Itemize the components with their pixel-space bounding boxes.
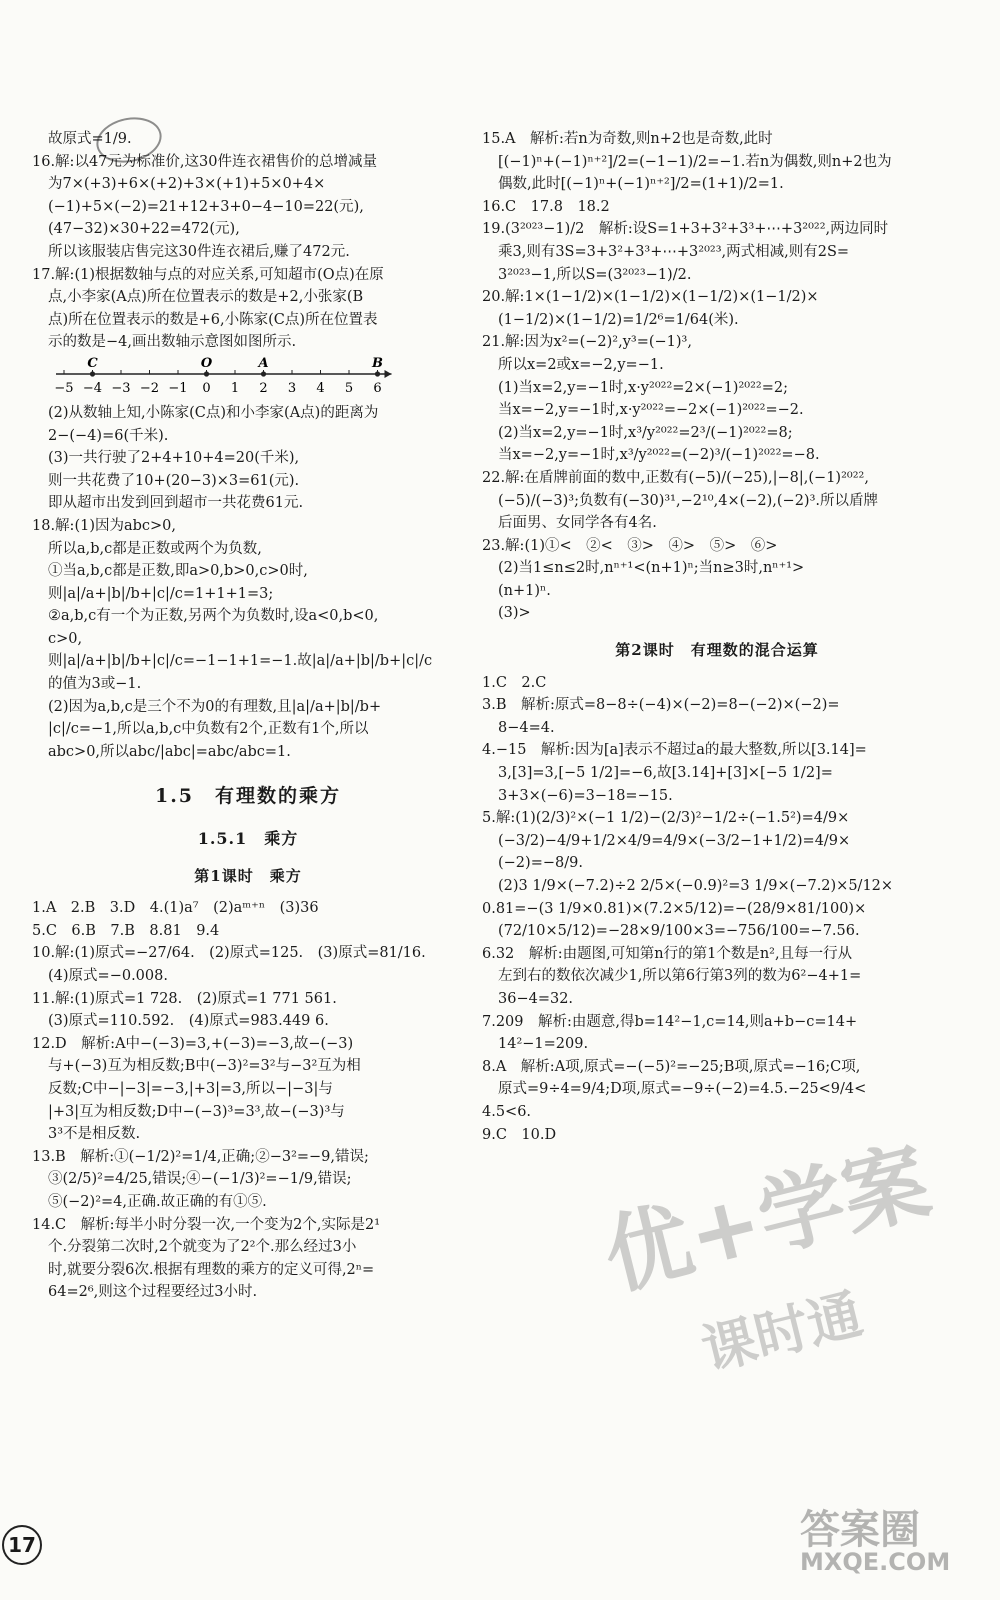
text-line: (4)原式=−0.008. bbox=[48, 968, 168, 984]
point-marker bbox=[375, 371, 380, 376]
text-line: (−3/2)−4/9+1/2×4/9=4/9×(−3/2−1+1/2)=4/9× bbox=[498, 832, 851, 849]
text-line: |+3|互为相反数;D中−(−3)³=3³,故−(−3)³与 bbox=[48, 1103, 345, 1120]
text-line: (2)因为a,b,c是三个不为0的有理数,且|a|/a+|b|/b+ bbox=[48, 698, 382, 715]
text-line: 36−4=32. bbox=[498, 990, 574, 1007]
tick-label: −2 bbox=[139, 380, 160, 396]
subsection-title: 1.5.1 乘方 bbox=[197, 829, 299, 849]
text-line: (2)3 1/9×(−7.2)÷2 2/5×(−0.9)²=3 1/9×(−7.2)×5/12× bbox=[498, 878, 894, 894]
point-label: O bbox=[200, 355, 213, 371]
point-marker bbox=[204, 371, 209, 376]
text-line: (1−1/2)×(1−1/2)=1/2⁶=1/64(米). bbox=[498, 311, 739, 328]
text-line: 5.解:(1)(2/3)²×(−1 1/2)−(2/3)²−1/2÷(−1.5²)=4/9× bbox=[482, 810, 850, 827]
text-line: 当x=−2,y=−1时,x³/y²⁰²²=(−2)³/(−1)²⁰²²=−8. bbox=[498, 447, 820, 464]
section-title: 1.5 有理数的乘方 bbox=[154, 785, 342, 808]
tick-label: 2 bbox=[259, 380, 268, 396]
text-line: 原式=9÷4=9/4;D项,原式=−9÷(−2)=4.5.−25<9/4< bbox=[498, 1081, 867, 1098]
tick-label: 0 bbox=[202, 380, 211, 396]
point-label: B bbox=[372, 355, 383, 371]
text-line: 14.C 解析:每半小时分裂一次,一个变为2个,实际是2¹ bbox=[32, 1216, 381, 1233]
text-line: 15.A 解析:若n为奇数,则n+2也是奇数,此时 bbox=[482, 131, 773, 147]
text-line: 3.B 解析:原式=8−8÷(−4)×(−2)=8−(−2)×(−2)= bbox=[482, 697, 840, 714]
text-line: 12.D 解析:A中−(−3)=3,+(−3)=−3,故−(−3) bbox=[32, 1035, 354, 1052]
text-line: 则一共花费了10+(20−3)×3=61(元). bbox=[48, 472, 300, 489]
text-line: 17.解:(1)根据数轴与点的对应关系,可知超市(O点)在原 bbox=[32, 266, 384, 283]
text-line: 7.209 解析:由题意,得b=14²−1,c=14,则a+b−c=14+ bbox=[482, 1013, 858, 1030]
point-marker bbox=[90, 371, 95, 376]
text-line: (−1)+5×(−2)=21+12+3+0−4−10=22(元), bbox=[48, 198, 364, 215]
point-label: A bbox=[258, 355, 269, 371]
text-line: 23.解:(1)①< ②< ③> ④> ⑤> ⑥> bbox=[482, 537, 778, 554]
tick-label: −5 bbox=[54, 380, 74, 396]
left-block-c bbox=[32, 897, 464, 1304]
text-line: 4.5<6. bbox=[482, 1103, 532, 1120]
text-line: |c|/c=−1,所以a,b,c中负数有2个,正数有1个,所以 bbox=[48, 721, 369, 738]
text-line: 14²−1=209. bbox=[498, 1036, 589, 1053]
text-line: abc>0,所以abc/|abc|=abc/abc=1. bbox=[48, 743, 291, 760]
text-line: 所以x=2或x=−2,y=−1. bbox=[498, 356, 664, 373]
number-line-diagram bbox=[52, 356, 412, 402]
text-line: ①当a,b,c都是正数,即a>0,b>0,c>0时, bbox=[48, 563, 308, 580]
text-line: 即从超市出发到回到超市一共花费61元. bbox=[48, 495, 304, 512]
text-line: 3,[3]=3,[−5 1/2]=−6,故[3.14]+[3]×[−5 1/2]= bbox=[498, 765, 833, 782]
lesson1-title: 第1课时 乘方 bbox=[194, 866, 302, 885]
point-label: C bbox=[87, 355, 98, 371]
text-line: 10.解:(1)原式=−27/64. (2)原式=125. (3)原式=81/16. bbox=[32, 945, 426, 962]
text-line: 的值为3或−1. bbox=[48, 676, 142, 693]
text-line: 反数;C中−|−3|=−3,|+3|=3,所以−|−3|与 bbox=[48, 1080, 333, 1097]
text-line: 所以该服装店售完这30件连衣裙后,赚了472元. bbox=[48, 243, 350, 260]
point-marker bbox=[261, 371, 266, 376]
tick-label: 3 bbox=[287, 380, 297, 396]
text-line: 当x=−2,y=−1时,x·y²⁰²²=−2×(−1)²⁰²²=−2. bbox=[498, 402, 804, 419]
text-line: 1.C 2.C bbox=[482, 674, 547, 691]
text-line: (3)> bbox=[498, 605, 531, 622]
text-line: 4.−15 解析:因为[a]表示不超过a的最大整数,所以[3.14]= bbox=[482, 742, 867, 759]
left-block-b bbox=[32, 402, 464, 764]
text-line: 16.C 17.8 18.2 bbox=[482, 198, 610, 215]
text-line: 时,就要分裂6次.根据有理数的乘方的定义可得,2ⁿ= bbox=[48, 1261, 375, 1278]
text-line: 5.C 6.B 7.B 8.81 9.4 bbox=[32, 922, 220, 939]
left-block-a bbox=[32, 128, 464, 354]
text-line: (2)当x=2,y=−1时,x³/y²⁰²²=2³/(−1)²⁰²²=8; bbox=[498, 424, 793, 441]
text-line: 11.解:(1)原式=1 728. (2)原式=1 771 561. bbox=[32, 990, 337, 1007]
text-line: (2)当1≤n≤2时,nⁿ⁺¹<(n+1)ⁿ;当n≥3时,nⁿ⁺¹> bbox=[498, 560, 805, 577]
right-block-b bbox=[482, 672, 952, 1146]
text-line: 个.分裂第二次时,2个就变为了2²个.那么经过3小 bbox=[48, 1239, 357, 1256]
text-line: 6.32 解析:由题图,可知第n行的第1个数是n²,且每一行从 bbox=[482, 945, 853, 962]
text-line: 2−(−4)=6(千米). bbox=[48, 427, 169, 444]
text-line: 示的数是−4,画出数轴示意图如图所示. bbox=[48, 334, 297, 351]
text-line: (47−32)×30+22=472(元), bbox=[48, 221, 240, 238]
text-line: 左到右的数依次减少1,所以第6行第3列的数为6²−4+1= bbox=[498, 968, 862, 985]
text-line: 22.解:在盾牌前面的数中,正数有(−5)/(−25),|−8|,(−1)²⁰²², bbox=[482, 469, 869, 486]
text-line: ②a,b,c有一个为正数,另两个为负数时,设a<0,b<0, bbox=[48, 608, 379, 625]
text-line: 则|a|/a+|b|/b+|c|/c=1+1+1=3; bbox=[48, 585, 274, 602]
text-line: (2)从数轴上知,小陈家(C点)和小李家(A点)的距离为 bbox=[48, 404, 379, 421]
tick-label: 1 bbox=[230, 380, 240, 396]
right-column bbox=[482, 128, 952, 1146]
tick-label: −3 bbox=[111, 380, 131, 396]
text-line: 3³不是相反数. bbox=[48, 1126, 141, 1143]
text-line: 3+3×(−6)=3−18=−15. bbox=[498, 787, 673, 804]
text-line: (1)当x=2,y=−1时,x·y²⁰²²=2×(−1)²⁰²²=2; bbox=[498, 379, 788, 396]
text-line: 1.A 2.B 3.D 4.(1)a⁷ (2)aᵐ⁺ⁿ (3)36 bbox=[32, 900, 319, 917]
tick-label: −4 bbox=[82, 380, 103, 396]
text-line: [(−1)ⁿ+(−1)ⁿ⁺²]/2=(−1−1)/2=−1.若n为偶数,则n+2也为 bbox=[498, 153, 892, 170]
text-line: 乘3,则有3S=3+3²+3³+⋯+3²⁰²³,两式相减,则有2S= bbox=[498, 243, 850, 260]
text-line: 点,小李家(A点)所在位置表示的数是+2,小张家(B bbox=[48, 289, 364, 306]
text-line: 9.C 10.D bbox=[482, 1126, 557, 1143]
text-line: 3²⁰²³−1,所以S=(3²⁰²³−1)/2. bbox=[498, 266, 692, 283]
text-line: (72/10×5/12)=−28×9/100×3=−756/100=−7.56. bbox=[498, 923, 860, 940]
text-line: ③(2/5)²=4/25,错误;④−(−1/3)²=−1/9,错误; bbox=[48, 1171, 352, 1188]
text-line: ⑤(−2)²=4,正确.故正确的有①⑤. bbox=[48, 1193, 267, 1210]
arrow-icon bbox=[385, 370, 392, 378]
site-url-watermark: MXQE.COM bbox=[800, 1548, 951, 1576]
page-number: 17 bbox=[2, 1525, 42, 1565]
site-watermark: 答案圈 bbox=[800, 1507, 920, 1553]
brand-watermark: 优+学案 bbox=[594, 1131, 940, 1309]
text-line: 与+(−3)互为相反数;B中(−3)²=3²与−3²互为相 bbox=[48, 1058, 361, 1075]
text-line: 64=2⁶,则这个过程要经过3小时. bbox=[48, 1284, 258, 1301]
text-line: 故原式=1/9. bbox=[48, 131, 132, 147]
text-line: (3)一共行驶了2+4+10+4=20(千米), bbox=[48, 450, 300, 467]
tick-label: 5 bbox=[344, 380, 354, 396]
text-line: 21.解:因为x²=(−2)²,y³=(−1)³, bbox=[482, 334, 692, 351]
text-line: 20.解:1×(1−1/2)×(1−1/2)×(1−1/2)×(1−1/2)× bbox=[482, 289, 819, 306]
number-line-svg bbox=[52, 356, 412, 402]
text-line: 后面男、女同学各有4名. bbox=[498, 515, 657, 532]
text-line: 8.A 解析:A项,原式=−(−5)²=−25;B项,原式=−16;C项, bbox=[482, 1058, 861, 1075]
left-column bbox=[32, 128, 464, 1304]
text-line: 所以a,b,c都是正数或两个为负数, bbox=[48, 540, 262, 557]
right-block-a bbox=[482, 128, 952, 625]
text-line: 8−4=4. bbox=[498, 719, 555, 736]
brand-sub-watermark: 课时通 bbox=[695, 1282, 869, 1383]
text-line: (n+1)ⁿ. bbox=[498, 582, 551, 599]
text-line: c>0, bbox=[48, 630, 83, 647]
text-line: 18.解:(1)因为abc>0, bbox=[32, 517, 177, 534]
lesson2-title: 第2课时 有理数的混合运算 bbox=[615, 641, 819, 660]
text-line: 点)所在位置表示的数是+6,小陈家(C点)所在位置表 bbox=[48, 311, 378, 328]
text-line: (−5)/(−3)³;负数有(−30)³¹,−2¹⁰,4×(−2),(−2)³.所以盾牌 bbox=[498, 492, 879, 509]
tick-label: 4 bbox=[316, 380, 325, 396]
text-line: (3)原式=110.592. (4)原式=983.449 6. bbox=[48, 1013, 329, 1030]
text-line: (−2)=−8/9. bbox=[498, 855, 583, 872]
tick-label: 6 bbox=[373, 380, 382, 396]
text-line: 偶数,此时[(−1)ⁿ+(−1)ⁿ⁺²]/2=(1+1)/2=1. bbox=[498, 176, 784, 193]
text-line: 为7×(+3)+6×(+2)+3×(+1)+5×0+4× bbox=[48, 176, 326, 193]
text-line: 13.B 解析:①(−1/2)²=1/4,正确;②−3²=−9,错误; bbox=[32, 1148, 369, 1165]
tick-label: −1 bbox=[168, 380, 188, 396]
text-line: 16.解:以47元为标准价,这30件连衣裙售价的总增减量 bbox=[32, 153, 377, 170]
text-line: 19.(3²⁰²³−1)/2 解析:设S=1+3+3²+3³+⋯+3²⁰²²,两边同时 bbox=[482, 221, 889, 238]
text-line: 0.81=−(3 1/9×0.81)×(7.2×5/12)=−(28/9×81/100)× bbox=[482, 900, 867, 917]
text-line: 则|a|/a+|b|/b+|c|/c=−1−1+1=−1.故|a|/a+|b|/b+|c|/c bbox=[48, 653, 433, 670]
